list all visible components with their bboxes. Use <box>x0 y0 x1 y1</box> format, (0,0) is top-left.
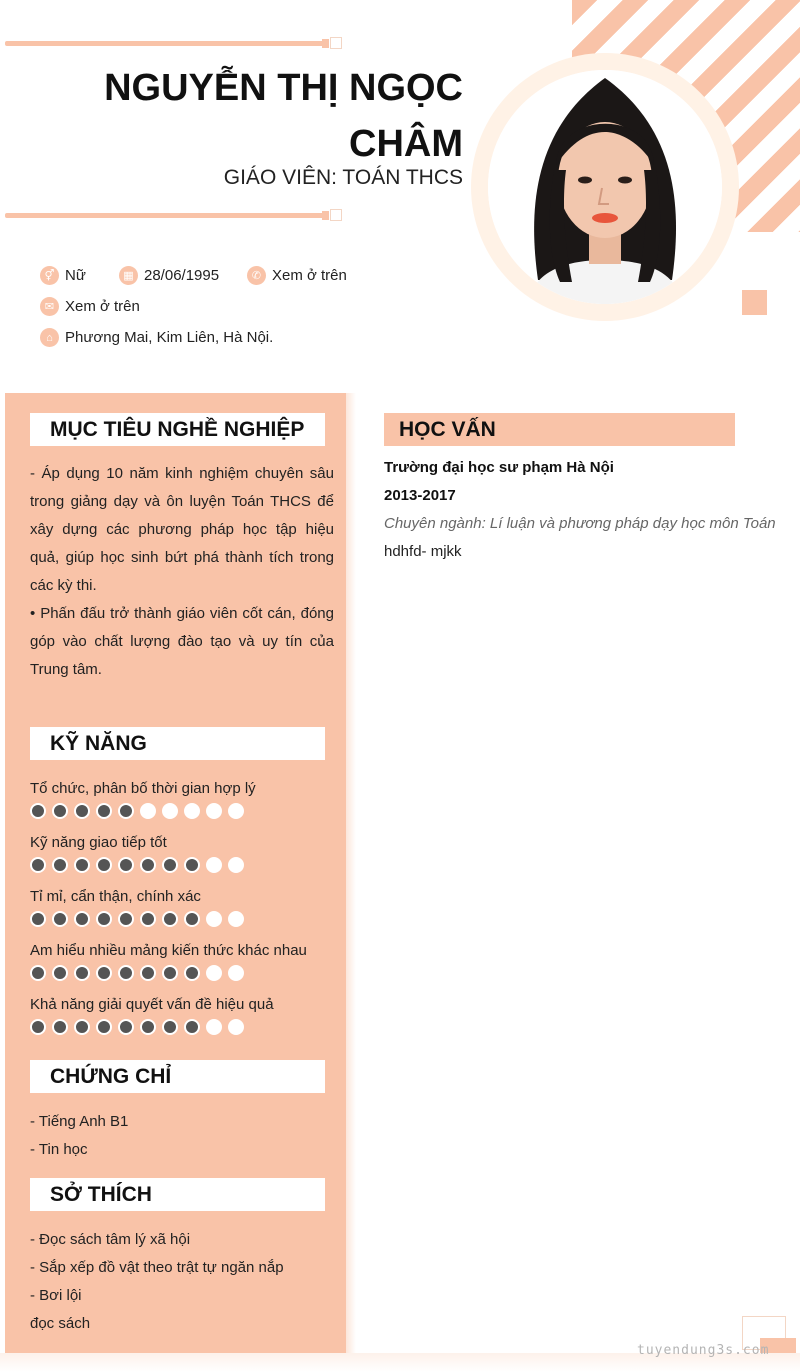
job-title: GIÁO VIÊN: TOÁN THCS <box>223 166 463 189</box>
rating-dot-filled <box>30 1019 46 1035</box>
rating-dot-filled <box>184 965 200 981</box>
rating-dot-filled <box>74 965 90 981</box>
gender-value: Nữ <box>65 267 86 284</box>
candidate-name: NGUYỄN THỊ NGỌC CHÂM <box>104 67 463 165</box>
header-top-line-cap <box>322 39 329 48</box>
education-years: 2013-2017 <box>384 487 456 504</box>
rating-dot-filled <box>118 1019 134 1035</box>
rating-dot-empty <box>228 1019 244 1035</box>
skill-item <box>30 940 330 981</box>
rating-dot-filled <box>52 1019 68 1035</box>
skill-rating <box>30 911 330 927</box>
rating-dot-filled <box>52 965 68 981</box>
rating-dot-filled <box>118 911 134 927</box>
rating-dot-filled <box>96 803 112 819</box>
rating-dot-filled <box>162 1019 178 1035</box>
rating-dot-filled <box>184 1019 200 1035</box>
hobbies-heading: SỞ THÍCH <box>30 1178 325 1211</box>
birthday-value: 28/06/1995 <box>144 267 220 284</box>
rating-dot-filled <box>52 857 68 873</box>
rating-dot-empty <box>228 857 244 873</box>
rating-dot-filled <box>52 911 68 927</box>
rating-dot-filled <box>162 965 178 981</box>
rating-dot-filled <box>74 911 90 927</box>
rating-dot-filled <box>30 965 46 981</box>
skill-rating <box>30 857 330 873</box>
header-bottom-line-end <box>330 209 342 221</box>
objective-paragraph-2: • Phấn đấu trở thành giáo viên cốt cán, đóng góp vào chất lượng đào tạo và uy tín của Trung tâm. <box>30 605 334 678</box>
education-heading: HỌC VẤN <box>384 413 735 446</box>
header-bottom-line <box>5 213 329 218</box>
contact-phone <box>247 266 347 285</box>
email-value: Xem ở trên <box>65 298 140 315</box>
decorative-square <box>742 290 767 315</box>
education-note: hdhfd- mjkk <box>384 543 462 560</box>
rating-dot-filled <box>74 803 90 819</box>
skill-rating <box>30 965 330 981</box>
rating-dot-filled <box>184 857 200 873</box>
calendar-icon: ▦ <box>119 266 138 285</box>
rating-dot-filled <box>74 857 90 873</box>
left-column-shadow <box>346 393 356 1353</box>
rating-dot-filled <box>30 911 46 927</box>
objective-text <box>30 460 334 684</box>
education-school: Trường đại học sư phạm Hà Nội <box>384 459 614 476</box>
phone-icon: ✆ <box>247 266 266 285</box>
contact-email <box>40 297 140 316</box>
rating-dot-filled <box>30 857 46 873</box>
rating-dot-filled <box>96 1019 112 1035</box>
header-bottom-line-cap <box>322 211 329 220</box>
objective-paragraph-1: - Áp dụng 10 năm kinh nghiệm chuyên sâu trong giảng dạy và ôn luyện Toán THCS để xây dựng các phương pháp học tập hiệu quả, giúp học sinh bứt phá thành tích trong các kỳ thi. <box>30 465 334 594</box>
rating-dot-filled <box>118 803 134 819</box>
education-major: Chuyên ngành: Lí luận và phương pháp dạy học môn Toán <box>384 515 776 532</box>
rating-dot-filled <box>96 857 112 873</box>
rating-dot-filled <box>140 911 156 927</box>
rating-dot-empty <box>162 803 178 819</box>
certificates-list <box>30 1108 330 1164</box>
rating-dot-filled <box>96 911 112 927</box>
rating-dot-filled <box>140 1019 156 1035</box>
rating-dot-empty <box>206 965 222 981</box>
rating-dot-filled <box>140 857 156 873</box>
rating-dot-filled <box>184 911 200 927</box>
rating-dot-filled <box>140 965 156 981</box>
skill-name: Tỉ mỉ, cẩn thận, chính xác <box>30 888 201 905</box>
skill-name: Kỹ năng giao tiếp tốt <box>30 834 167 851</box>
skill-item <box>30 778 330 819</box>
email-icon: ✉ <box>40 297 59 316</box>
skills-heading: KỸ NĂNG <box>30 727 325 760</box>
rating-dot-filled <box>162 911 178 927</box>
rating-dot-filled <box>96 965 112 981</box>
contact-address <box>40 328 273 347</box>
rating-dot-empty <box>140 803 156 819</box>
certificate-item: - Tin học <box>30 1141 88 1158</box>
skill-name: Tổ chức, phân bố thời gian hợp lý <box>30 780 256 797</box>
hobby-item: - Đọc sách tâm lý xã hội <box>30 1231 191 1248</box>
rating-dot-empty <box>206 803 222 819</box>
rating-dot-empty <box>184 803 200 819</box>
rating-dot-filled <box>118 965 134 981</box>
hobbies-list <box>30 1226 330 1338</box>
rating-dot-filled <box>118 857 134 873</box>
rating-dot-empty <box>228 911 244 927</box>
rating-dot-empty <box>206 911 222 927</box>
rating-dot-filled <box>52 803 68 819</box>
rating-dot-filled <box>162 857 178 873</box>
skill-rating <box>30 1019 330 1035</box>
certificates-heading: CHỨNG CHỈ <box>30 1060 325 1093</box>
hobby-item: - Sắp xếp đồ vật theo trật tự ngăn nắp <box>30 1259 284 1276</box>
certificate-item: - Tiếng Anh B1 <box>30 1113 129 1130</box>
skill-item <box>30 994 330 1035</box>
skill-item <box>30 886 330 927</box>
rating-dot-empty <box>206 1019 222 1035</box>
contact-birthday <box>119 266 219 285</box>
education-entry <box>384 454 784 566</box>
header-top-line <box>5 41 329 46</box>
address-value: Phương Mai, Kim Liên, Hà Nội. <box>65 329 274 346</box>
phone-value: Xem ở trên <box>272 267 347 284</box>
header-top-line-end <box>330 37 342 49</box>
hobby-item: đọc sách <box>30 1315 91 1332</box>
profile-photo <box>488 70 722 304</box>
rating-dot-filled <box>74 1019 90 1035</box>
gender-icon: ⚥ <box>40 266 59 285</box>
rating-dot-empty <box>206 857 222 873</box>
contact-gender <box>40 266 86 285</box>
rating-dot-empty <box>228 803 244 819</box>
skill-name: Khả năng giải quyết vấn đề hiệu quả <box>30 996 274 1013</box>
rating-dot-filled <box>30 803 46 819</box>
objective-heading: MỤC TIÊU NGHỀ NGHIỆP <box>30 413 325 446</box>
watermark: tuyendung3s.com <box>637 1343 770 1358</box>
rating-dot-empty <box>228 965 244 981</box>
skill-rating <box>30 803 330 819</box>
skill-name: Am hiểu nhiều mảng kiến thức khác nhau <box>30 942 307 959</box>
home-icon: ⌂ <box>40 328 59 347</box>
hobby-item: - Bơi lội <box>30 1287 82 1304</box>
skill-item <box>30 832 330 873</box>
